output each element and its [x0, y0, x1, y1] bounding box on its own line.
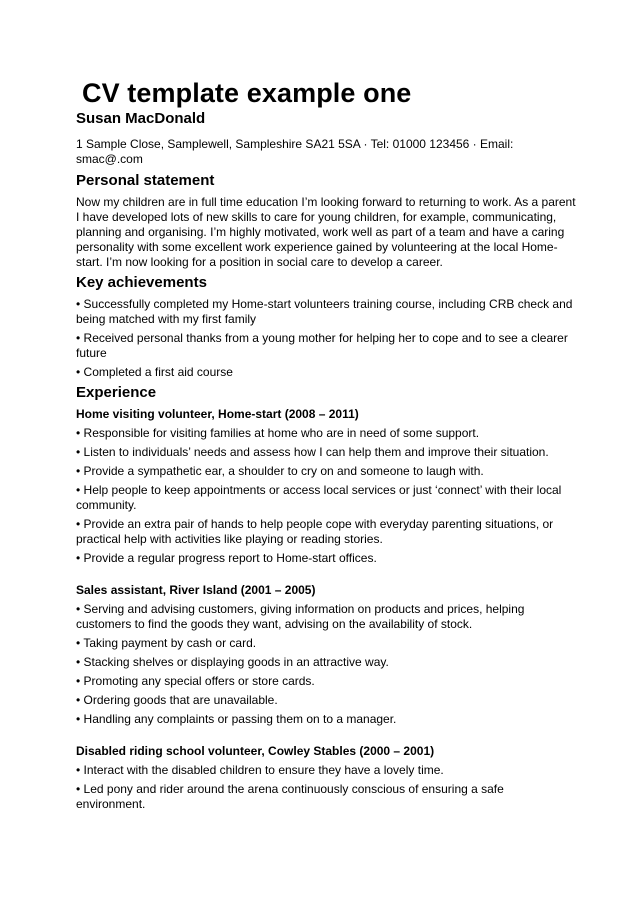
job-duty-item: • Provide a regular progress report to Home-start offices. — [76, 551, 377, 565]
section-heading-experience: Experience — [76, 384, 157, 401]
job-duty-item: • Promoting any special offers or store cards. — [76, 674, 315, 688]
document-title: CV template example one — [82, 78, 412, 108]
job-entry — [76, 744, 576, 812]
job-duty-item: • Interact with the disabled children to ensure they have a lovely time. — [76, 763, 444, 777]
section-heading-personal-statement: Personal statement — [76, 172, 215, 189]
job-title: Disabled riding school volunteer, Cowley Stables (2000 – 2001) — [76, 744, 435, 758]
cv-document — [76, 78, 576, 816]
key-achievements-section — [76, 274, 576, 380]
job-duty-item: • Help people to keep appointments or access local services or just ‘connect’ with their local community. — [76, 483, 562, 512]
job-title: Home visiting volunteer, Home-start (2008 – 2011) — [76, 407, 359, 421]
spacer — [76, 731, 576, 744]
job-duty-item: • Ordering goods that are unavailable. — [76, 693, 278, 707]
job-entry — [76, 583, 576, 727]
achievement-item: • Received personal thanks from a young mother for helping her to cope and to see a clearer future — [76, 331, 568, 360]
job-duty-item: • Taking payment by cash or card. — [76, 636, 257, 650]
personal-statement-text: Now my children are in full time education I’m looking forward to returning to work. As a parent I have developed lots of new skills to care for young children, for example, communicating, planning and organising. I’m highly motivated, work well as part of a team and have a caring personality with some excellent work experience gained by volunteering at the local Home-start. I’m now looking for a position in social care to develop a career. — [76, 195, 576, 269]
achievement-item: • Completed a first aid course — [76, 365, 233, 379]
job-duty-item: • Provide an extra pair of hands to help people cope with everyday parenting situations, or practical help with activities like playing or reading stories. — [76, 517, 554, 546]
job-duty-item: • Serving and advising customers, giving information on products and prices, helping customers to find the goods they want, advising on the availability of stock. — [76, 602, 525, 631]
job-duty-item: • Responsible for visiting families at home who are in need of some support. — [76, 426, 480, 440]
personal-statement-section — [76, 172, 576, 270]
job-duty-item: • Listen to individuals’ needs and assess how I can help them and improve their situation. — [76, 445, 549, 459]
job-duty-item: • Handling any complaints or passing them on to a manager. — [76, 712, 397, 726]
experience-section — [76, 384, 576, 812]
job-title: Sales assistant, River Island (2001 – 2005) — [76, 583, 316, 597]
achievement-item: • Successfully completed my Home-start volunteers training course, including CRB check and being matched with my first family — [76, 297, 573, 326]
candidate-name: Susan MacDonald — [76, 110, 206, 127]
job-duty-item: • Stacking shelves or displaying goods in an attractive way. — [76, 655, 389, 669]
job-duty-item: • Provide a sympathetic ear, a shoulder to cry on and someone to laugh with. — [76, 464, 484, 478]
spacer — [76, 570, 576, 583]
section-heading-key-achievements: Key achievements — [76, 274, 207, 291]
contact-details: 1 Sample Close, Samplewell, Sampleshire SA21 5SA · Tel: 01000 123456 · Email: smac@.com — [76, 137, 514, 166]
job-duty-item: • Led pony and rider around the arena continuously conscious of ensuring a safe environment. — [76, 782, 504, 811]
job-entry — [76, 407, 576, 566]
